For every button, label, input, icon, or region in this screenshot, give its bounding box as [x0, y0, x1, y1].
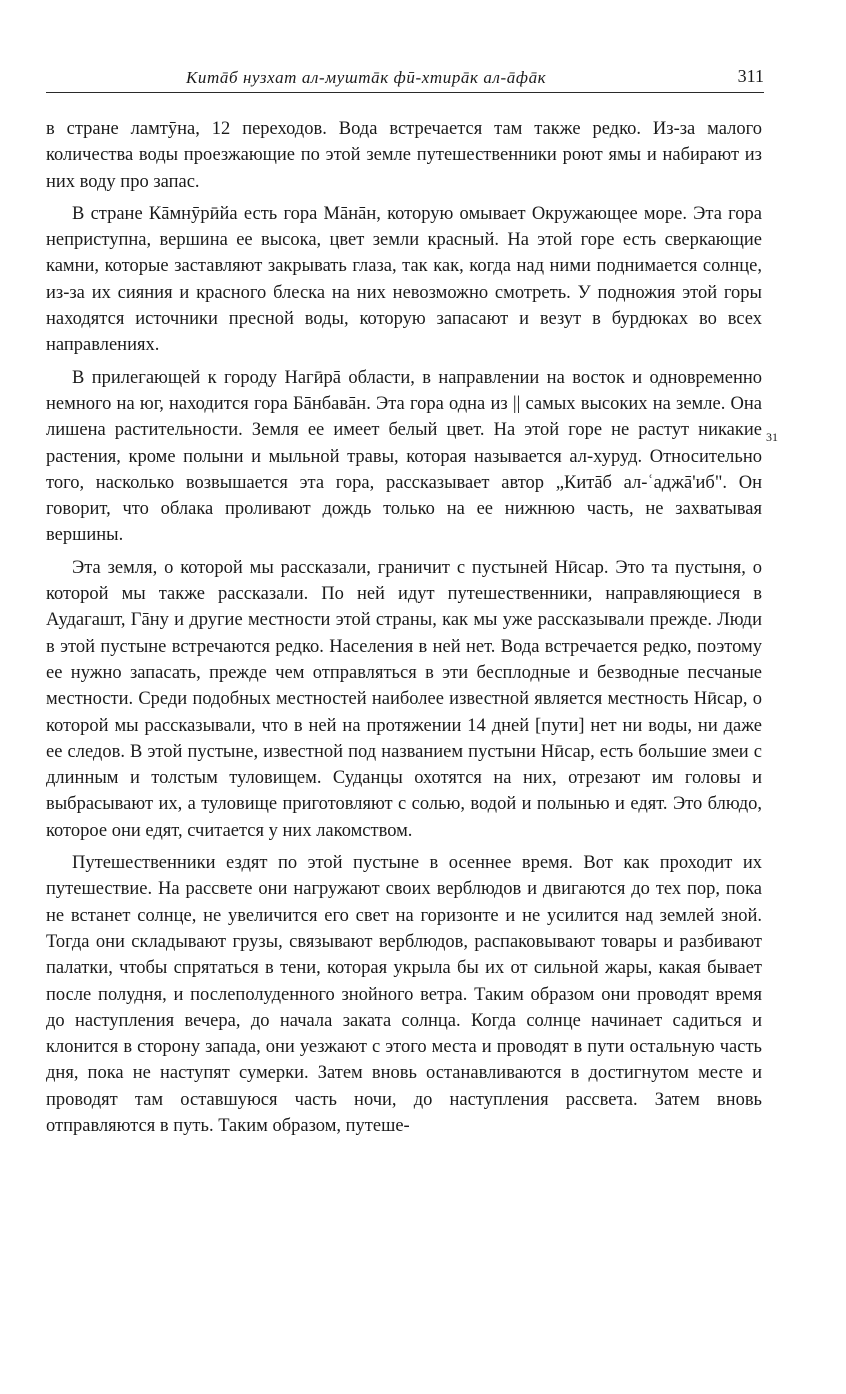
margin-page-marker: 31: [766, 430, 778, 444]
paragraph: Эта земля, о которой мы рассказали, граничит с пустыней Нӣсар. Это та пустыня, о которой мы также рассказали. По ней идут путешественники, направляющиеся в Аудагашт, Гāну и другие местности этой страны, как мы уже рассказывали прежде. Люди в этой пустыне встречаются редко. Населения в ней нет. Вода встречается редко, поэтому ее нужно запасать, прежде чем отправляться в эти бесплодные и безводные песчаные местности. Среди подобных местностей наиболее известной является местность Нӣсар, о которой мы рассказывали, что в ней на протяжении 14 дней [пути] нет ни воды, ни даже ее следов. В этой пустыне, известной под названием пустыни Нӣсар, есть большие змеи с длинным и толстым туловищем. Суданцы охотятся на них, отрезают им головы и выбрасывают их, а туловище приготовляют с солью, водой и полынью и едят. Это блюдо, которое они едят, считается у них лакомством.: [46, 557, 762, 841]
paragraph: Путешественники ездят по этой пустыне в осеннее время. Вот как проходит их путешествие. На рассвете они нагружают своих верблюдов и двигаются до тех пор, пока не встанет солнце, не увеличится его свет на горизонте и не усилится над землей зной. Тогда они складывают грузы, связывают верблюдов, распаковывают товары и разбивают палатки, чтобы спрятаться в тени, которая укрыла бы их от сильной жары, какая бывает после полудня, и послеполуденного знойного ветра. Таким образом они проводят время до наступления вечера, до начала заката солнца. Когда солнце начинает садиться и клонится в сторону запада, они уезжают с этого места и проводят в пути остальную часть дня, пока не наступят сумерки. Затем вновь останавливаются в достигнутом месте и проводят там оставшуюся часть ночи, до наступления рассвета. Затем вновь отправляются в путь. Таким образом, путеше-: [46, 853, 762, 1136]
paragraph: В стране Кāмнӯрӣйа есть гора Мāнāн, которую омывает Окружающее море. Эта гора неприступна, вершина ее высока, цвет земли красный. На этой горе есть сверкающие камни, которые заставляют закрывать глаза, так как, когда над ними поднимается солнце, из-за их сияния и красного блеска на них невозможно смотреть. У подножия этой горы находятся источники пресной воды, которую запасают и везут в бурдюках во всех направлениях.: [46, 203, 762, 356]
page-number: 311: [737, 66, 764, 86]
running-title: Китāб нузхат ал-муштāк фӣ-хтирāк ал-āфāк: [186, 68, 547, 87]
running-head: [46, 66, 764, 93]
paragraph: В прилегающей к городу Нагӣрā области, в направлении на восток и одновременно немного на юг, находится гора Бāнбавāн. Эта гора одна из || самых высоких на земле. Она лишена растительности. Земля ее имеет белый цвет. На этой горе не растут никакие растения, кроме полыни и мыльной травы, которая называется ал-хуруд. Относительно того, насколько возвышается эта гора, рассказывает автор „Китāб ал-ʿаджā'иб". Он говорит, что облака проливают дождь только на ее нижнюю часть, не захватывая вершины.: [46, 367, 762, 546]
paragraph: в стране ламтӯна, 12 переходов. Вода встречается там также редко. Из-за малого количества воды проезжающие по этой земле путешественники роют ямы и набирают из них воду про запас.: [46, 119, 762, 192]
body-text: [46, 116, 762, 1139]
